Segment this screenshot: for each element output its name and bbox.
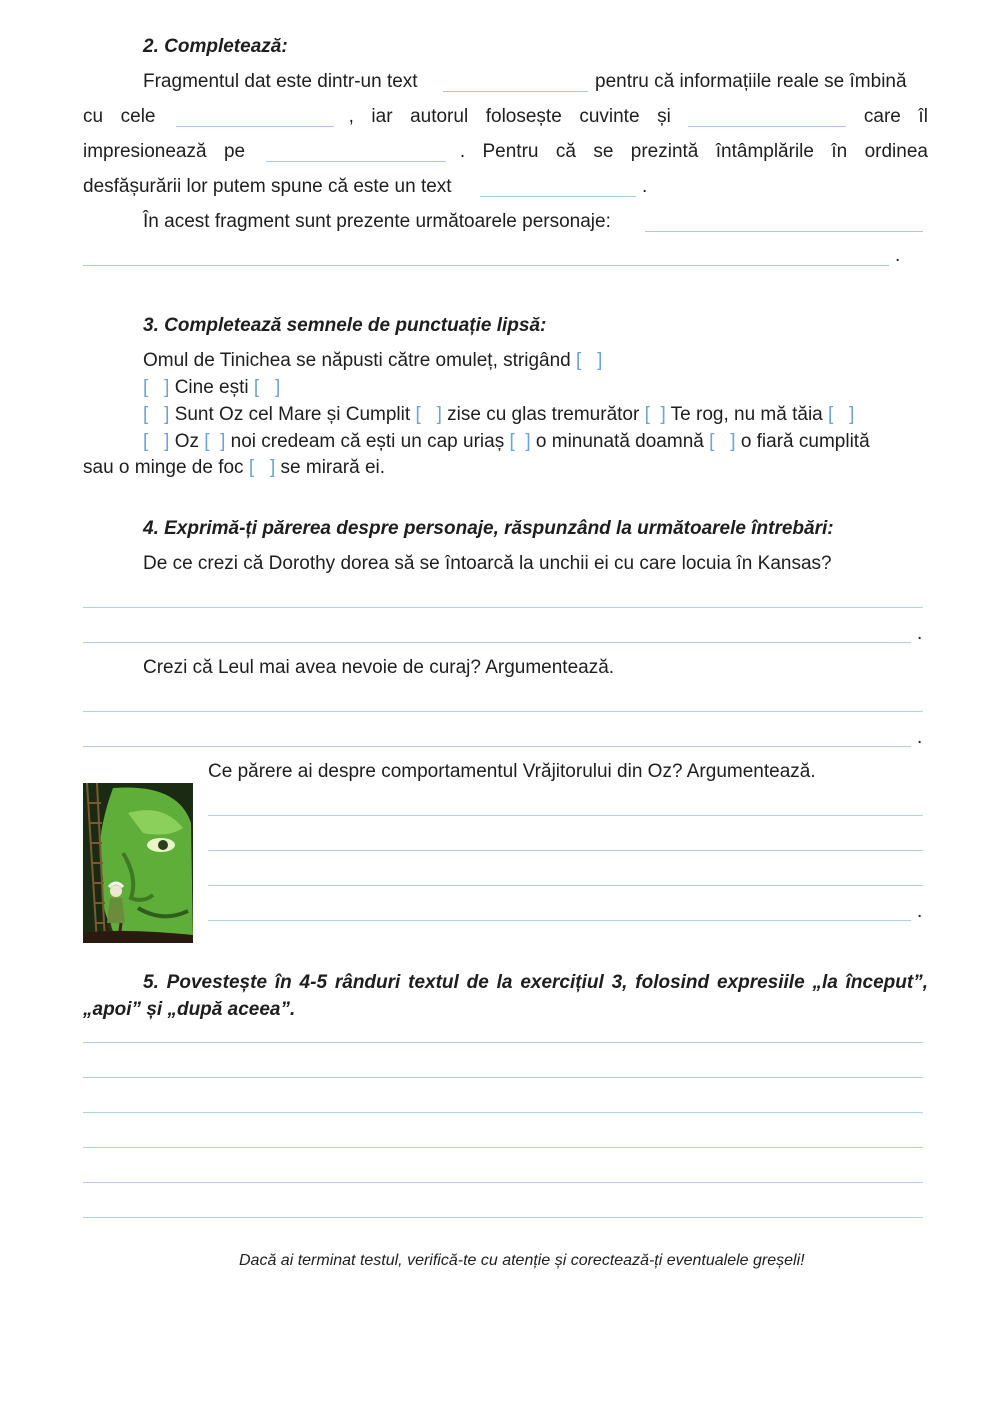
dialogue-text: noi credeam că ești un cap uriaș (230, 431, 505, 452)
ex2-line5: În acest fragment sunt prezente următoarele personaje: (143, 211, 611, 232)
ex3-row2 (143, 377, 280, 399)
bracket-close: ] (730, 431, 736, 452)
answer-line[interactable] (83, 1042, 923, 1043)
word: și (657, 106, 671, 127)
ex2-line2 (83, 106, 928, 128)
bracket-open: [ (644, 404, 650, 425)
word: ordinea (864, 141, 928, 162)
punctuation-slot[interactable] (576, 350, 602, 371)
bracket-close: ] (849, 404, 855, 425)
ex2-line6-period: . (895, 245, 901, 266)
bracket-open: [ (415, 404, 421, 425)
word: îl (918, 106, 928, 127)
bracket-open: [ (253, 377, 260, 398)
answer-line[interactable] (83, 607, 923, 608)
answer-line[interactable] (208, 885, 923, 886)
word: cele (120, 106, 156, 127)
dialogue-text: o fiară cumplită (740, 431, 870, 452)
bracket-open: [ (143, 377, 149, 398)
word: că (555, 141, 576, 162)
line-period: . (917, 901, 923, 922)
bracket-close: ] (660, 404, 666, 425)
dialogue-text: se mirară ei. (280, 457, 386, 478)
bracket-open: [ (143, 404, 149, 425)
word: impresionează (83, 141, 207, 162)
ex2-blank-narrative[interactable] (480, 196, 636, 197)
ex3-row3 (143, 404, 854, 426)
bracket-open: [ (248, 457, 255, 478)
punctuation-slot[interactable] (254, 377, 280, 398)
punctuation-slot[interactable] (645, 404, 666, 425)
word: întâmplările (715, 141, 814, 162)
word: autorul (410, 106, 469, 127)
ex2-line1-a: Fragmentul dat este dintr-un text (143, 71, 418, 92)
punctuation-slot[interactable] (143, 431, 169, 452)
ex2-blank-reader[interactable] (266, 161, 446, 162)
ex4-question-2: Crezi că Leul mai avea nevoie de curaj? Argumentează. (143, 657, 615, 678)
answer-line[interactable] (208, 920, 911, 921)
word: Pentru (482, 141, 539, 162)
word: se (593, 141, 614, 162)
ex2-line1-b: pentru că informațiile reale se îmbină (595, 71, 907, 92)
ex2-blank-fictional-spacer (173, 106, 331, 128)
word: folosește (485, 106, 562, 127)
dialogue-text: zise cu glas tremurător (447, 404, 640, 425)
dialogue-text: Oz (174, 431, 199, 452)
answer-line[interactable] (83, 1182, 923, 1183)
bracket-open: [ (576, 350, 582, 371)
punctuation-slot[interactable] (415, 404, 441, 425)
ex2-blank-expressions-spacer (688, 106, 846, 128)
bracket-open: [ (709, 431, 715, 452)
bracket-close: ] (597, 350, 603, 371)
dialogue-text: Omul de Tinichea se năpusti către omuleț, strigând (143, 350, 571, 371)
line-period: . (917, 727, 923, 748)
ex2-line4-period: . (642, 176, 648, 197)
word: , (348, 106, 354, 127)
word: prezintă (630, 141, 699, 162)
word: pe (223, 141, 246, 162)
punctuation-slot[interactable] (143, 404, 169, 425)
wizard-of-oz-illustration (83, 783, 193, 943)
word: iar (371, 106, 393, 127)
word: cuvinte (579, 106, 640, 127)
punctuation-slot[interactable] (249, 457, 275, 478)
dialogue-text: sau o minge de foc (83, 457, 244, 478)
punctuation-slot[interactable] (828, 404, 854, 425)
bracket-close: ] (436, 404, 442, 425)
word: care (863, 106, 901, 127)
bracket-close: ] (525, 431, 531, 452)
ex2-line3 (83, 141, 928, 163)
answer-line[interactable] (83, 1217, 923, 1218)
ex2-blank-characters-2[interactable] (83, 265, 889, 266)
ex4-question-3: Ce părere ai despre comportamentul Vrăjitorului din Oz? Argumentează. (208, 761, 816, 782)
answer-line[interactable] (83, 711, 923, 712)
ex2-title: 2. Completează: (143, 36, 288, 57)
ex5-title: 5. Povestește în 4-5 rânduri textul de la exercițiul 3, folosind expresiile „la început”, „apoi” și „după aceea”. (83, 972, 928, 1020)
answer-line[interactable] (83, 1147, 923, 1148)
bracket-open: [ (828, 404, 834, 425)
punctuation-slot[interactable] (143, 377, 169, 398)
ex3-row5 (83, 457, 385, 479)
word: cu (83, 106, 104, 127)
bracket-open: [ (509, 431, 515, 452)
ex3-row4 (143, 431, 870, 453)
bracket-close: ] (220, 431, 226, 452)
bracket-open: [ (143, 431, 149, 452)
punctuation-slot[interactable] (709, 431, 735, 452)
ex4-question-1: De ce crezi că Dorothy dorea să se întoarcă la unchii ei cu care locuia în Kansas? (143, 553, 832, 574)
footer-note: Dacă ai terminat testul, verifică-te cu atenție și corectează-ți eventualele greșeli! (239, 1252, 805, 1269)
answer-line[interactable] (208, 815, 923, 816)
ex2-blank-reader-spacer (262, 141, 442, 163)
punctuation-slot[interactable] (509, 431, 530, 452)
dialogue-text: Cine ești (174, 377, 249, 398)
dialogue-text: Te rog, nu mă tăia (670, 404, 823, 425)
dialogue-text: Sunt Oz cel Mare și Cumplit (174, 404, 411, 425)
bracket-close: ] (164, 404, 170, 425)
dialogue-text: o minunată doamnă (535, 431, 704, 452)
bracket-close: ] (269, 457, 276, 478)
bracket-close: ] (164, 377, 170, 398)
bracket-close: ] (164, 431, 170, 452)
word: în (831, 141, 848, 162)
answer-line[interactable] (83, 746, 911, 747)
line-period: . (917, 623, 923, 644)
ex3-title: 3. Completează semnele de punctuație lipsă: (143, 315, 547, 336)
ex2-blank-expressions[interactable] (688, 126, 846, 127)
ex2-blank-characters-1[interactable] (645, 231, 923, 232)
answer-line[interactable] (208, 850, 923, 851)
bracket-open: [ (204, 431, 210, 452)
ex2-line4: desfășurării lor putem spune că este un text (83, 176, 452, 197)
ex2-blank-fictional[interactable] (176, 126, 334, 127)
ex4-title: 4. Exprimă-ți părerea despre personaje, răspunzând la următoarele întrebări: (143, 518, 834, 539)
punctuation-slot[interactable] (204, 431, 225, 452)
ex3-row1 (143, 350, 602, 372)
answer-line[interactable] (83, 642, 911, 643)
word: . (459, 141, 466, 162)
ex2-blank-text-type[interactable] (443, 91, 588, 92)
answer-line[interactable] (83, 1077, 923, 1078)
answer-line[interactable] (83, 1112, 923, 1113)
bracket-close: ] (275, 377, 281, 398)
